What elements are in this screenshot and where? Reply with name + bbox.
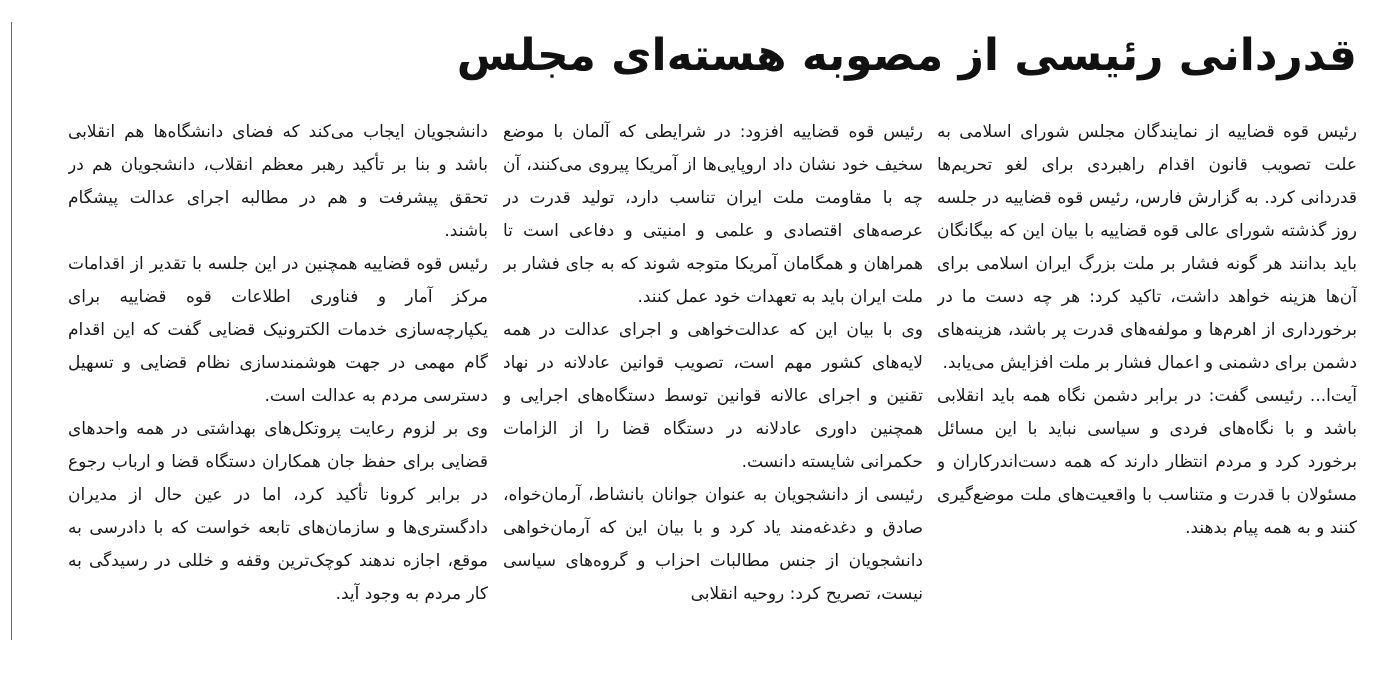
column-1-paragraph-2: آیت‌ا... رئیسی گفت: در برابر دشمن نگاه همه باید انقلابی باشد و با نگاه‌های فردی و سیاسی نباید با این مسائل برخورد کرد و مردم انتظار دارند که همه دست‌اندرکاران و مسئولان با قدرت و متناسب با واقعیت‌های ملت موضع‌گیری کنند و به همه پیام بدهند. — [937, 386, 1357, 538]
column-divider-rule — [11, 22, 12, 640]
column-3-paragraph-1: دانشجویان ایجاب می‌کند که فضای دانشگاه‌ها هم انقلابی باشد و بنا بر تأکید رهبر معظم انقلاب، دانشجویان هم در تحقق پیشرفت و هم در مطالبه اجرای عدالت پیشگام باشند. — [68, 122, 488, 241]
column-2-paragraph-2: وی با بیان این که عدالت‌خواهی و اجرای عدالت در همه لایه‌های کشور مهم است، تصویب قوانین عادلانه در نهاد تقنین و اجرای عالانه قوانین توسط دستگاه‌های اجرایی و همچنین داوری عادلانه در دستگاه قضا را از الزامات حکمرانی شایسته دانست. — [503, 320, 923, 472]
column-1-paragraph-1: رئیس قوه قضاییه از نمایندگان مجلس شورای اسلامی به علت تصویب قانون اقدام راهبردی برای لغو تحریم‌ها قدردانی کرد. به گزارش فارس، رئیس قوه قضاییه در جلسه روز گذشته شورای عالی قوه قضاییه با بیان این که بیگانگان باید بدانند هر گونه فشار بر ملت بزرگ ایران اسلامی برای آن‌ها هزینه خواهد داشت، تاکید کرد: هر چه دست ما در برخورداری از اهرم‌ها و مولفه‌های قدرت پر باشد، هزینه‌های دشمن برای دشمنی و اعمال فشار بر ملت افزایش می‌یابد. — [937, 122, 1357, 373]
article-column-1 — [937, 116, 1357, 646]
column-3-paragraph-3: وی بر لزوم رعایت پروتکل‌های بهداشتی در همه واحدهای قضایی برای حفظ جان همکاران دستگاه قضا و ارباب رجوع در برابر کرونا تأکید کرد، اما در عین حال از مدیران دادگستری‌ها و سازمان‌های تابعه خواست که با دادرسی به موقع، اجازه ندهند کوچک‌ترین وقفه و خللی در رسیدگی به کار مردم به وجود آید. — [68, 419, 488, 604]
column-2-paragraph-1: رئیس قوه قضاییه افزود: در شرایطی که آلمان با موضع سخیف خود نشان داد اروپایی‌ها از آمریکا پیروی می‌کنند، آن چه با مقاومت ملت ایران تناسب دارد، تولید قدرت در عرصه‌های اقتصادی و علمی و امنیتی و دفاعی است تا همراهان و همگامان آمریکا متوجه شوند که به جای فشار بر ملت ایران باید به تعهدات خود عمل کنند. — [503, 122, 923, 307]
article-column-3 — [68, 116, 488, 646]
column-2-paragraph-3: رئیسی از دانشجویان به عنوان جوانان بانشاط، آرمان‌خواه، صادق و دغدغه‌مند یاد کرد و با بیان این که آرمان‌خواهی دانشجویان از جنس مطالبات احزاب و گروه‌های سیاسی نیست، تصریح کرد: روحیه انقلابی — [503, 485, 923, 604]
column-3-paragraph-2: رئیس قوه قضاییه همچنین در این جلسه با تقدیر از اقدامات مرکز آمار و فناوری اطلاعات قوه قضاییه برای یکپارچه‌سازی خدمات الکترونیک قضایی گفت که این اقدام گام مهمی در جهت هوشمندسازی نظام قضایی و تسهیل دسترسی مردم به عدالت است. — [68, 254, 488, 406]
article-column-2 — [503, 116, 923, 646]
article-headline: قدردانی رئیسی از مصوبه هسته‌ای مجلس — [456, 30, 1357, 81]
